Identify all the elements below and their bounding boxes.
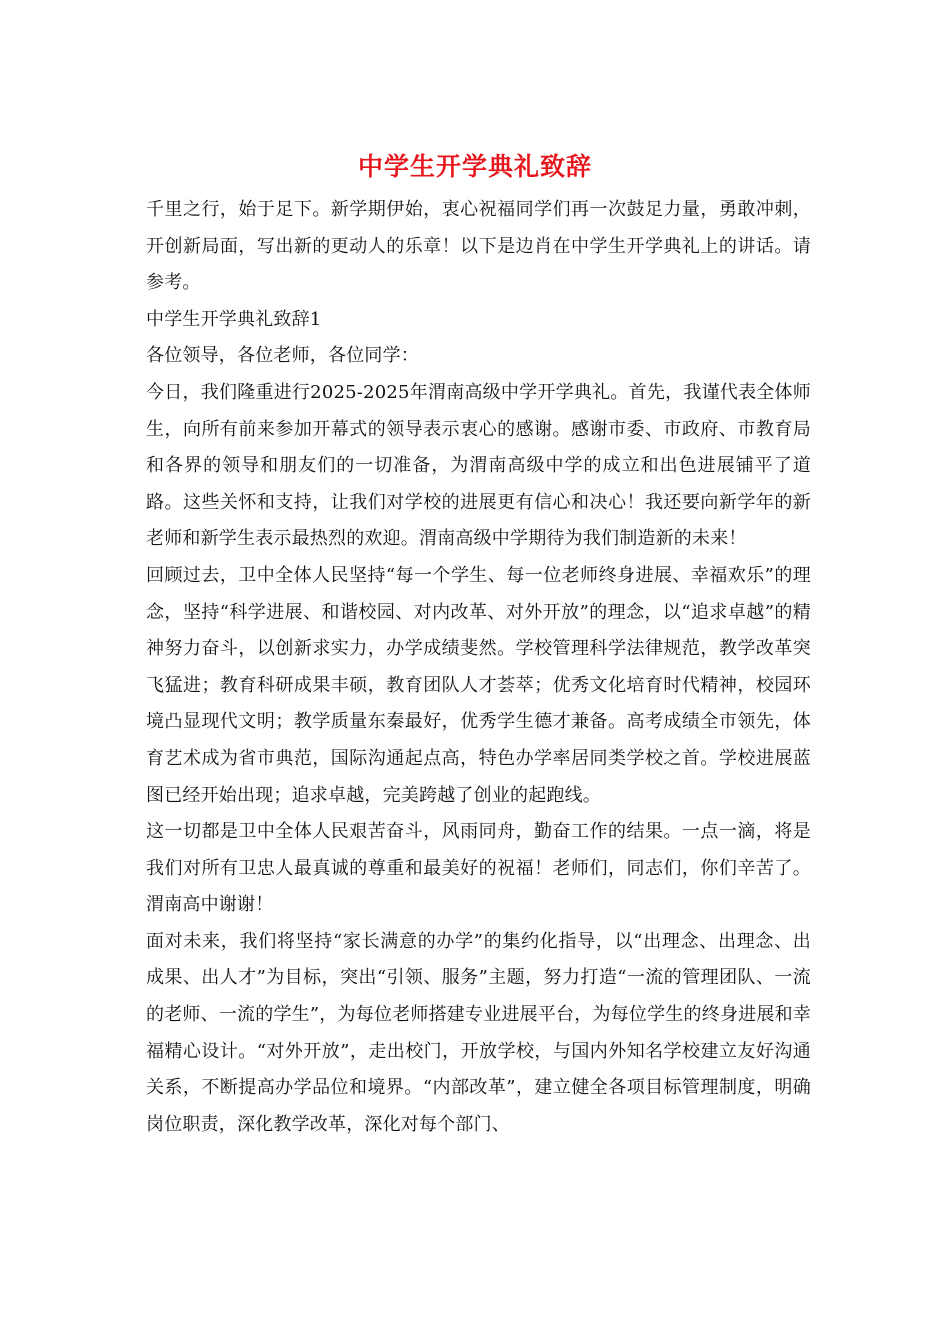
body-paragraph: 这一切都是卫中全体人民艰苦奋斗，风雨同舟，勤奋工作的结果。一点一滴，将是我们对所有卫忠人最真诚的尊重和最美好的祝福！老师们，同志们，你们辛苦了。渭南高中谢谢！ xyxy=(146,821,811,916)
document-body xyxy=(146,192,811,1143)
body-paragraph: 今日，我们隆重进行2025-2025年渭南高级中学开学典礼。首先，我谨代表全体师生，向所有前来参加开幕式的领导表示衷心的感谢。感谢市委、市政府、市教育局和各界的领导和朋友们的一切准备，为渭南高级中学的成立和出色进展铺平了道路。这些关怀和支持，让我们对学校的进展更有信心和决心！我还要向新学年的新老师和新学生表示最热烈的欢迎。渭南高级中学期待为我们制造新的未来！ xyxy=(146,381,811,550)
salutation: 各位领导，各位老师，各位同学： xyxy=(146,345,419,367)
body-paragraph: 回顾过去，卫中全体人民坚持“每一个学生、每一位老师终身进展、幸福欢乐”的理念，坚持“科学进展、和谐校园、对内改革、对外开放”的理念，以“追求卓越”的精神努力奋斗，以创新求实力，办学成绩斐然。学校管理科学法律规范，教学改革突飞猛进；教育科研成果丰硕，教育团队人才荟萃；优秀文化培育时代精神，校园环境凸显现代文明；教学质量东秦最好，优秀学生德才兼备。高考成绩全市领先，体育艺术成为省市典范，国际沟通起点高，特色办学率居同类学校之首。学校进展蓝图已经开始出现；追求卓越，完美跨越了创业的起跑线。 xyxy=(146,564,811,806)
document-title: 中学生开学典礼致辞 xyxy=(357,152,592,181)
body-paragraph: 面对未来，我们将坚持“家长满意的办学”的集约化指导，以“出理念、出理念、出成果、出人才”为目标，突出“引领、服务”主题，努力打造“一流的管理团队、一流的老师、一流的学生”，为每位老师搭建专业进展平台，为每位学生的终身进展和幸福精心设计。“对外开放”，走出校门，开放学校，与国内外知名学校建立友好沟通关系，不断提高办学品位和境界。“内部改革”，建立健全各项目标管理制度，明确岗位职责，深化教学改革，深化对每个部门、 xyxy=(146,930,811,1135)
intro-paragraph: 千里之行，始于足下。新学期伊始，衷心祝福同学们再一次鼓足力量，勇敢冲刺，开创新局面，写出新的更动人的乐章！以下是边肖在中学生开学典礼上的讲话。请参考。 xyxy=(146,199,811,294)
section-heading: 中学生开学典礼致辞1 xyxy=(146,308,322,330)
